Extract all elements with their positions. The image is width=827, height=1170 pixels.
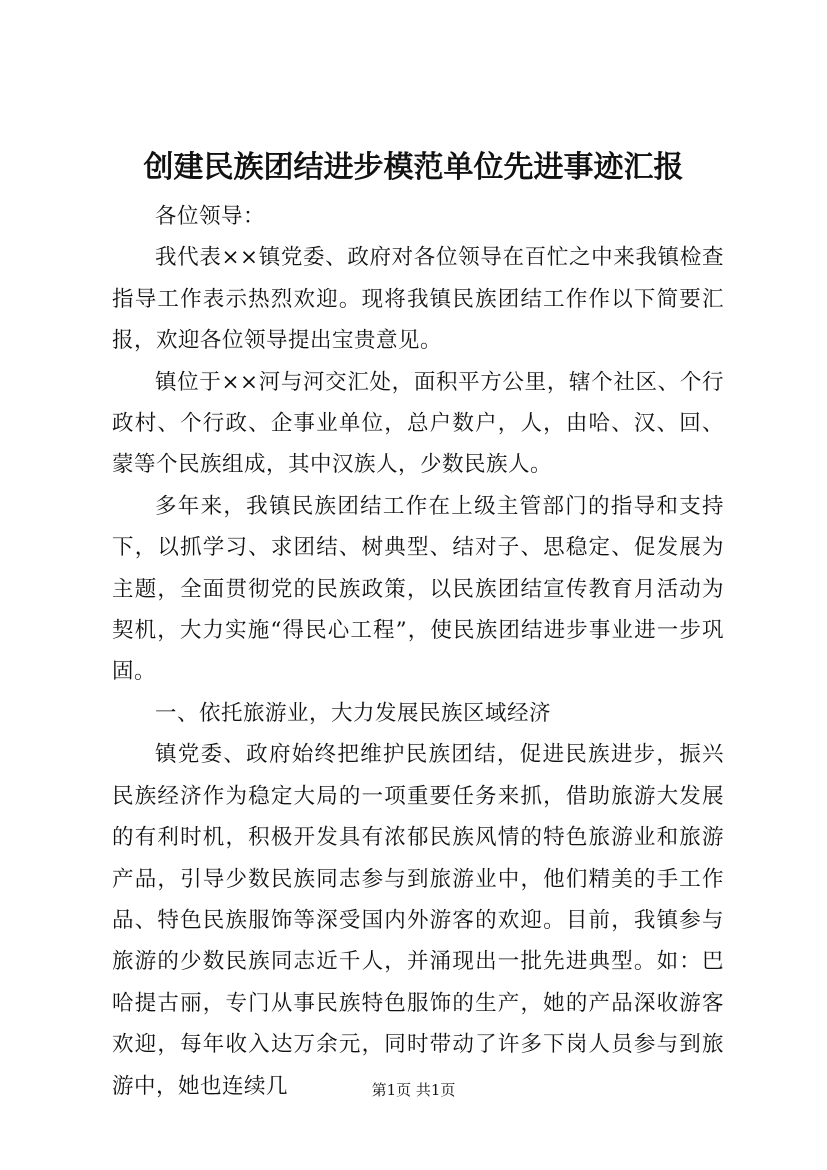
section-heading: 一、依托旅游业，大力发展民族区域经济 [155,700,552,726]
body-paragraph: 镇位于××河与河交汇处，面积平方公里，辖个社区、个行政村、个行政、企事业单位，总户数户，人，由哈、汉、回、蒙等个民族组成，其中汉族人，少数民族人。 [112,369,724,478]
body-paragraph: 多年来，我镇民族团结工作在上级主管部门的指导和支持下，以抓学习、求团结、树典型、结对子、思稳定、促发展为主题，全面贯彻党的民族政策，以民族团结宣传教育月活动为契机，大力实施“得民心工程”，使民族团结进步事业进一步巩固。 [112,493,724,685]
page-footer: 第1页 共1页 [371,1081,456,1099]
body-paragraph: 镇党委、政府始终把维护民族团结，促进民族进步，振兴民族经济作为稳定大局的一项重要任务来抓，借助旅游大发展的有利时机，积极开发具有浓郁民族风情的特色旅游业和旅游产品，引导少数民族同志参与到旅游业中，他们精美的手工作品、特色民族服饰等深受国内外游客的欢迎。目前，我镇参与旅游的少数民族同志近千人，并涌现出一批先进典型。如：巴哈提古丽，专门从事民族特色服饰的生产，她的产品深收游客欢迎，每年收入达万余元，同时带动了许多下岗人员参与到旅游中，她也连续几 [112,742,724,1099]
salutation-paragraph: 各位领导： [155,204,266,229]
body-paragraph: 我代表××镇党委、政府对各位领导在百忙之中来我镇检查指导工作表示热烈欢迎。现将我镇民族团结工作作以下简要汇报，欢迎各位领导提出宝贵意见。 [112,245,724,354]
document-body [112,196,724,1107]
document-title: 创建民族团结进步模范单位先进事迹汇报 [143,150,684,185]
